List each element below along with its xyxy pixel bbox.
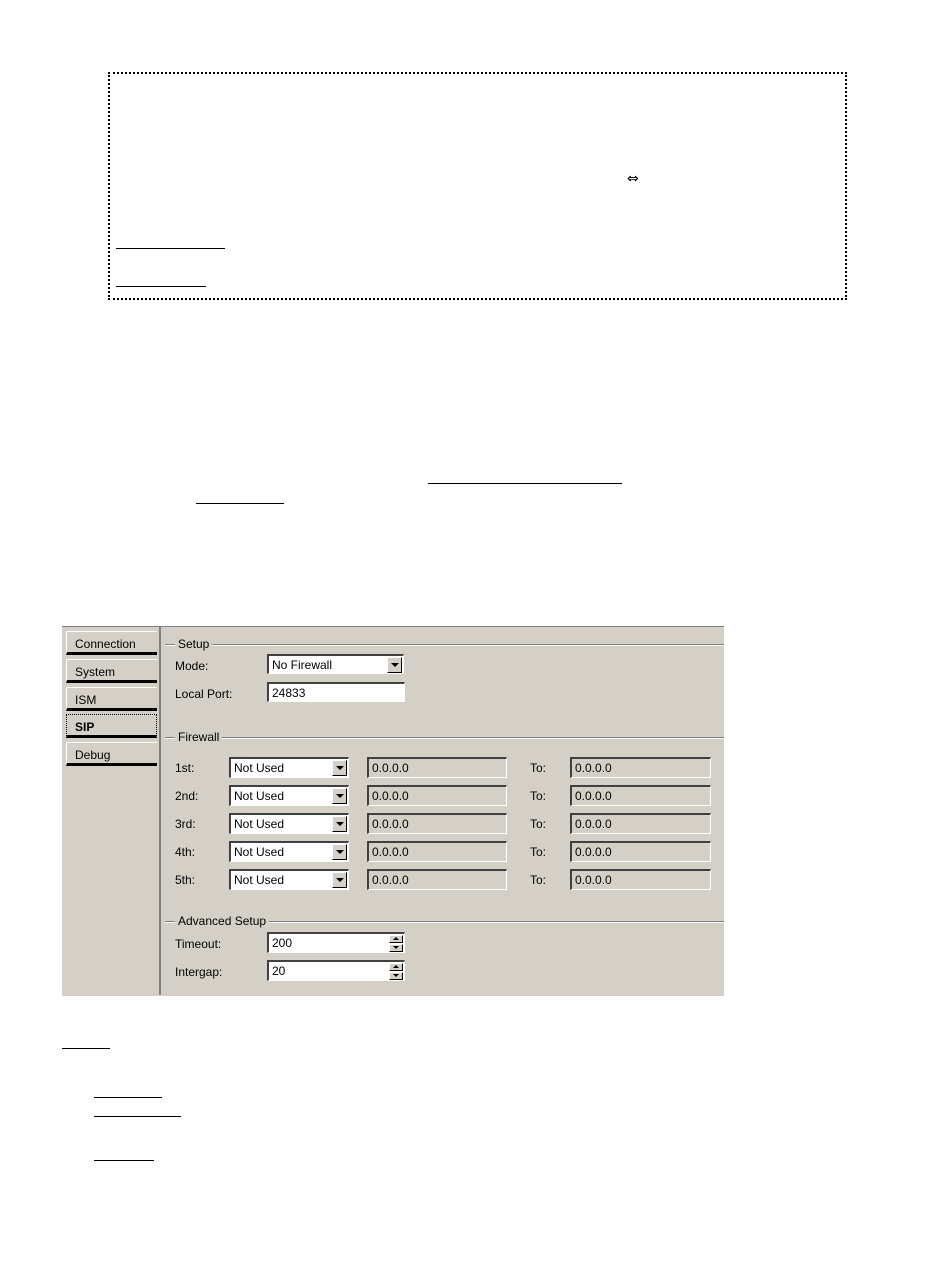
underline-mark xyxy=(116,286,206,287)
setup-group-title: Setup xyxy=(175,637,212,651)
firewall-type-dropdown[interactable] xyxy=(229,785,349,806)
firewall-to-ip-input[interactable] xyxy=(570,869,711,890)
firewall-from-ip-value: 0.0.0.0 xyxy=(372,789,409,803)
spin-down-icon[interactable] xyxy=(389,944,403,952)
local-port-input[interactable] xyxy=(267,682,405,702)
intergap-spin-buttons[interactable] xyxy=(389,963,403,980)
firewall-to-ip-input[interactable] xyxy=(570,785,711,806)
chevron-down-icon[interactable] xyxy=(332,844,347,860)
chevron-down-icon[interactable] xyxy=(332,872,347,888)
firewall-to-ip-value: 0.0.0.0 xyxy=(575,789,612,803)
intergap-label: Intergap: xyxy=(175,965,223,979)
timeout-label: Timeout: xyxy=(175,937,222,951)
firewall-type-value: Not Used xyxy=(234,789,285,803)
tab-sip[interactable]: SIP xyxy=(66,714,157,738)
underline-mark xyxy=(116,248,225,249)
underline-mark xyxy=(196,503,284,504)
advanced-group-title: Advanced Setup xyxy=(175,914,269,928)
firewall-from-ip-input[interactable] xyxy=(367,869,507,890)
firewall-type-dropdown[interactable] xyxy=(229,813,349,834)
firewall-from-ip-value: 0.0.0.0 xyxy=(372,873,409,887)
firewall-to-ip-value: 0.0.0.0 xyxy=(575,817,612,831)
timeout-value: 200 xyxy=(272,936,293,950)
underline-mark xyxy=(94,1116,181,1117)
firewall-type-dropdown[interactable] xyxy=(229,757,349,778)
underline-mark xyxy=(94,1097,162,1098)
spin-down-icon[interactable] xyxy=(389,972,403,980)
firewall-type-value: Not Used xyxy=(234,845,285,859)
mode-value: No Firewall xyxy=(272,658,333,672)
firewall-to-label: To: xyxy=(530,845,547,859)
firewall-from-ip-value: 0.0.0.0 xyxy=(372,817,409,831)
firewall-type-value: Not Used xyxy=(234,817,285,831)
tab-system[interactable]: System xyxy=(66,659,157,683)
firewall-to-label: To: xyxy=(530,789,547,803)
tab-debug[interactable]: Debug xyxy=(66,742,157,766)
mode-dropdown[interactable] xyxy=(267,654,404,674)
firewall-type-dropdown[interactable] xyxy=(229,869,349,890)
spin-up-icon[interactable] xyxy=(389,935,403,943)
underline-mark xyxy=(94,1160,154,1161)
firewall-group-line xyxy=(165,737,724,739)
firewall-row-label: 4th: xyxy=(175,845,196,859)
firewall-from-ip-input[interactable] xyxy=(367,813,507,834)
firewall-to-label: To: xyxy=(530,817,547,831)
underline-mark xyxy=(62,1048,110,1049)
firewall-type-value: Not Used xyxy=(234,761,285,775)
firewall-group-title: Firewall xyxy=(175,730,222,744)
local-port-label: Local Port: xyxy=(175,687,233,701)
spin-up-icon[interactable] xyxy=(389,963,403,971)
firewall-to-ip-value: 0.0.0.0 xyxy=(575,761,612,775)
chevron-down-icon[interactable] xyxy=(332,816,347,832)
firewall-from-ip-input[interactable] xyxy=(367,841,507,862)
firewall-from-ip-value: 0.0.0.0 xyxy=(372,845,409,859)
dashed-note-box xyxy=(108,72,847,300)
chevron-down-icon[interactable] xyxy=(387,657,402,673)
firewall-to-ip-value: 0.0.0.0 xyxy=(575,873,612,887)
firewall-to-ip-input[interactable] xyxy=(570,757,711,778)
firewall-from-ip-input[interactable] xyxy=(367,757,507,778)
intergap-spinbox[interactable] xyxy=(267,960,405,981)
firewall-from-ip-input[interactable] xyxy=(367,785,507,806)
mode-label: Mode: xyxy=(175,659,209,673)
firewall-row-label: 1st: xyxy=(175,761,195,775)
firewall-to-label: To: xyxy=(530,761,547,775)
tab-connection[interactable]: Connection xyxy=(66,631,157,655)
underline-mark xyxy=(428,483,622,484)
tab-list xyxy=(62,627,161,995)
firewall-to-ip-input[interactable] xyxy=(570,841,711,862)
local-port-value: 24833 xyxy=(272,686,306,700)
timeout-spin-buttons[interactable] xyxy=(389,935,403,952)
intergap-value: 20 xyxy=(272,964,286,978)
firewall-row-label: 2nd: xyxy=(175,789,199,803)
firewall-row-label: 3rd: xyxy=(175,817,196,831)
firewall-type-dropdown[interactable] xyxy=(229,841,349,862)
chevron-down-icon[interactable] xyxy=(332,760,347,776)
firewall-to-label: To: xyxy=(530,873,547,887)
firewall-to-ip-input[interactable] xyxy=(570,813,711,834)
setup-group-line xyxy=(165,644,724,646)
firewall-row-label: 5th: xyxy=(175,873,196,887)
sip-settings-dialog xyxy=(62,626,724,996)
firewall-to-ip-value: 0.0.0.0 xyxy=(575,845,612,859)
tab-ism[interactable]: ISM xyxy=(66,687,157,711)
timeout-spinbox[interactable] xyxy=(267,932,405,953)
firewall-from-ip-value: 0.0.0.0 xyxy=(372,761,409,775)
firewall-type-value: Not Used xyxy=(234,873,285,887)
bidirectional-arrow-icon: ⇔ xyxy=(627,171,639,187)
chevron-down-icon[interactable] xyxy=(332,788,347,804)
